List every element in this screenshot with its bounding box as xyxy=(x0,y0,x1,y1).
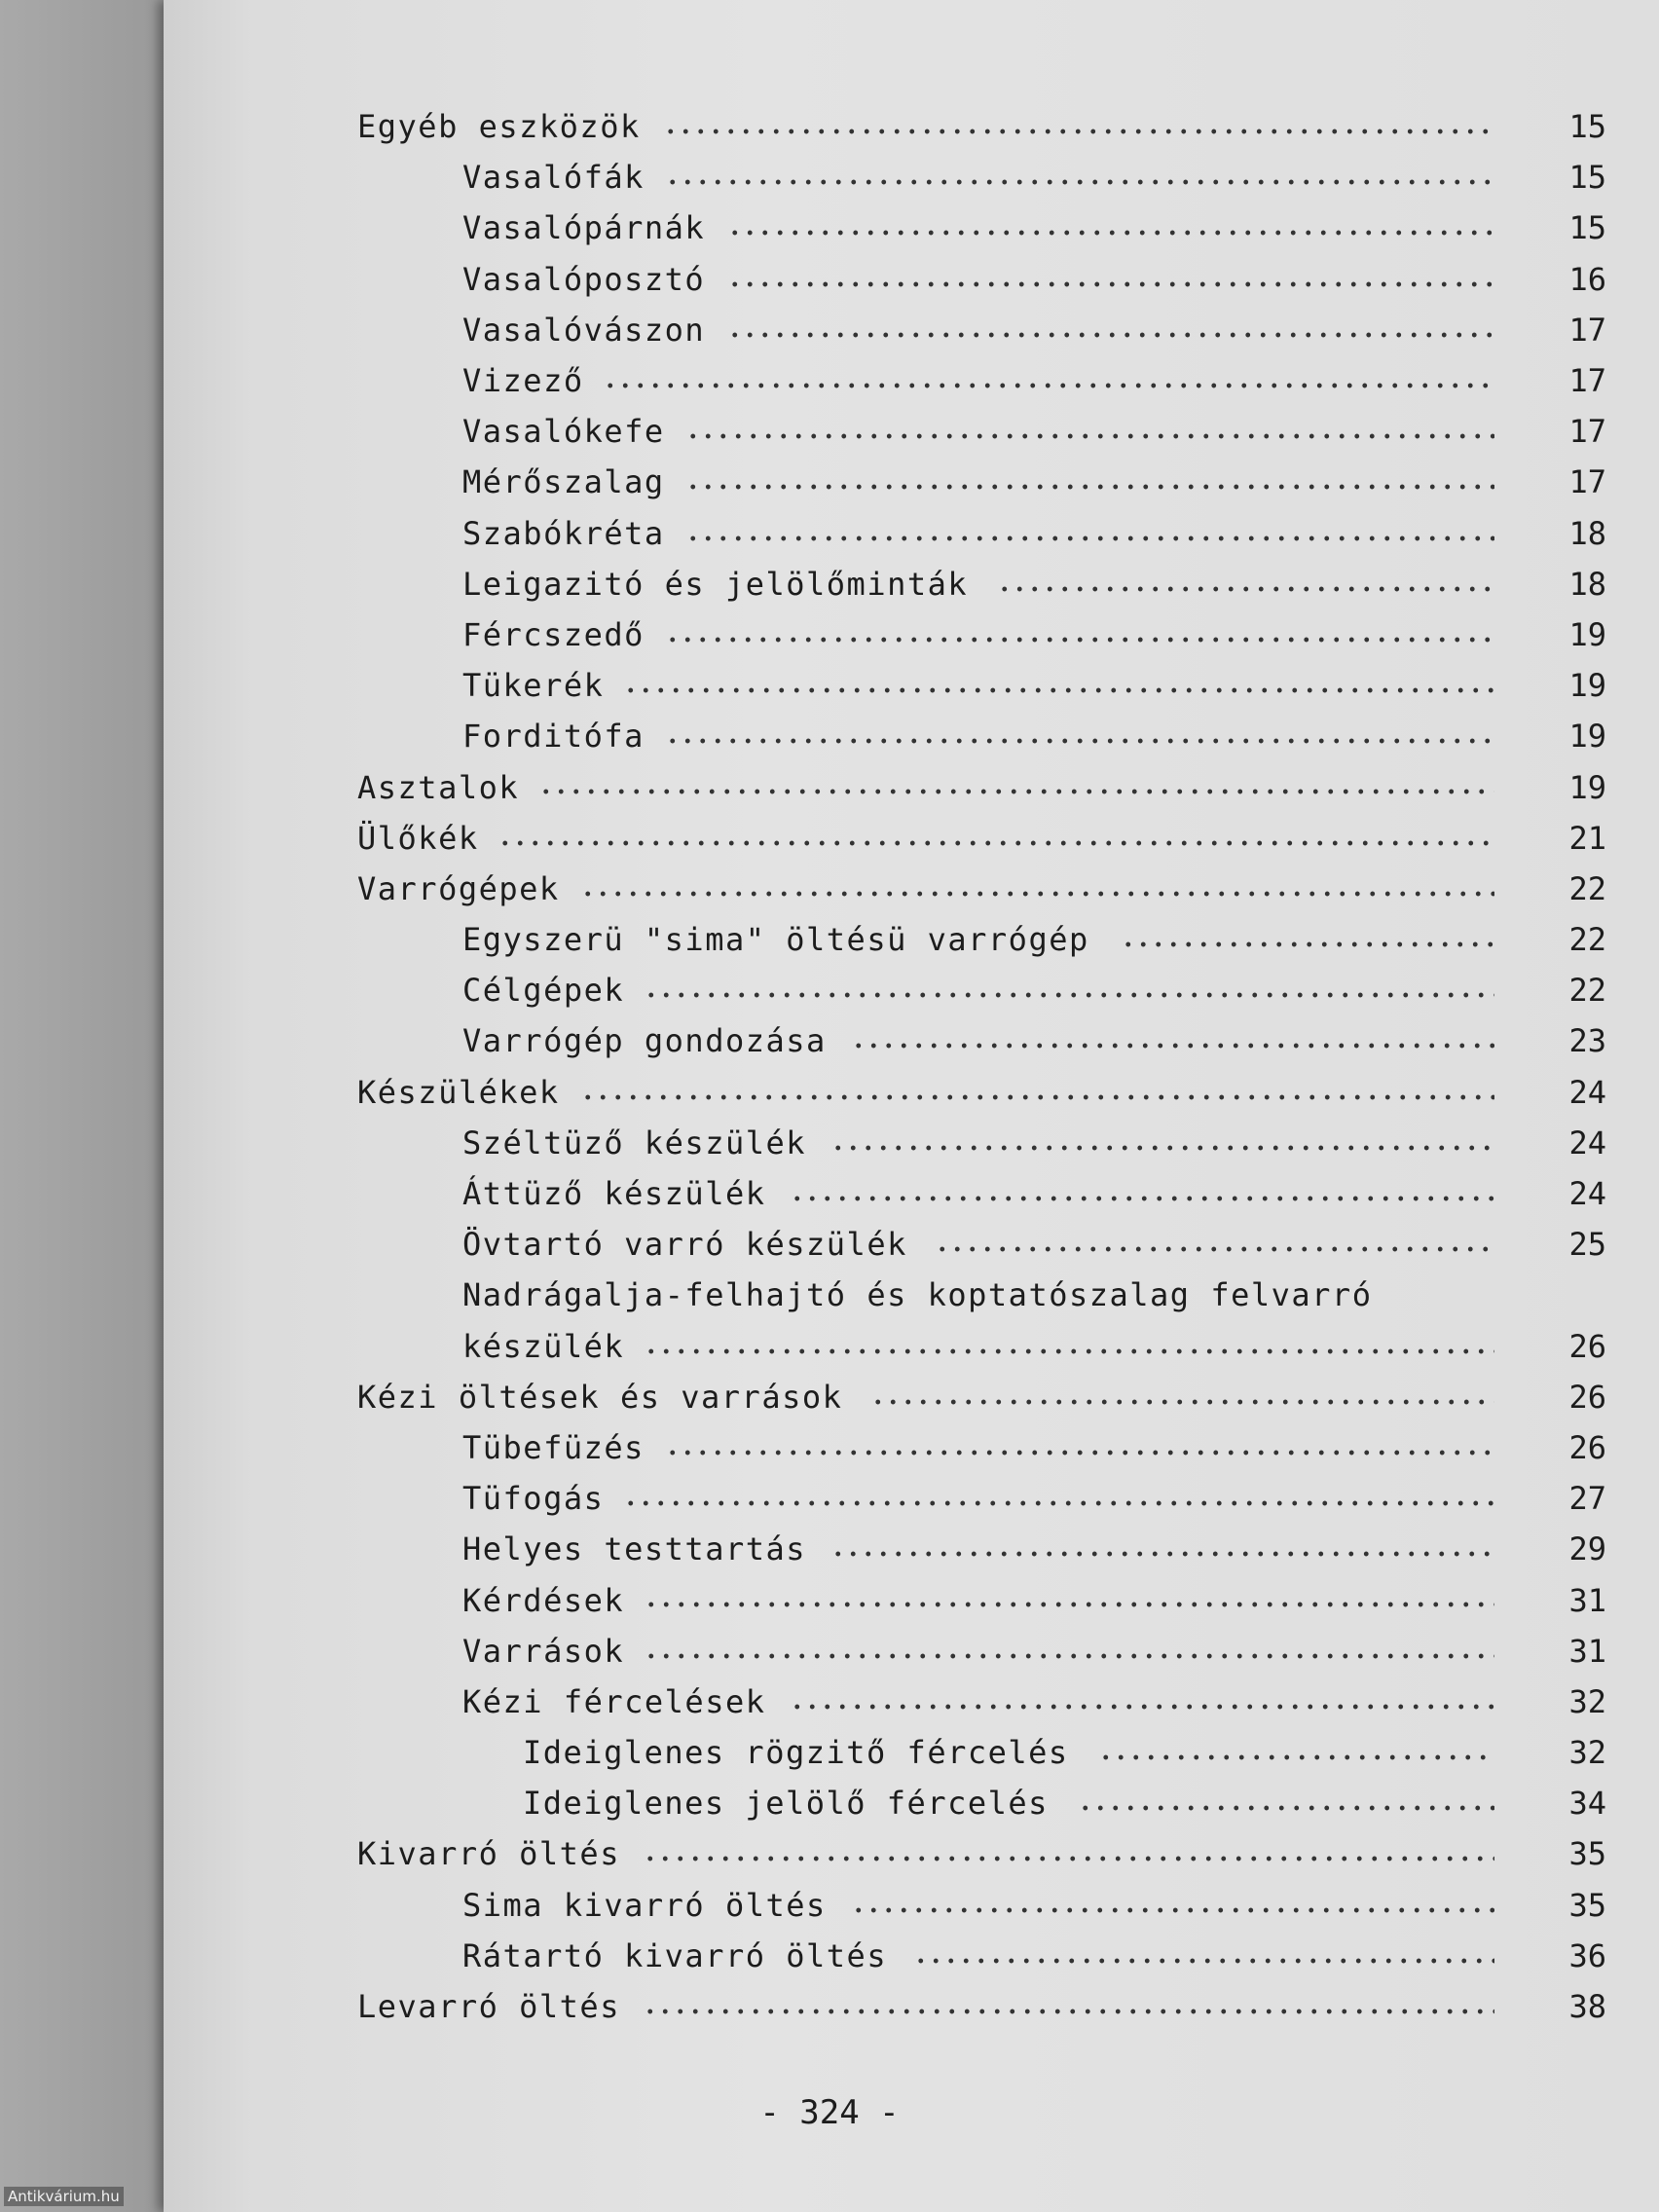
dot-leader xyxy=(644,1653,1494,1659)
toc-entry-page: 36 xyxy=(1568,1936,1606,1974)
toc-entry-title: Széltüző készülék xyxy=(462,1124,807,1161)
toc-entry-title: Fércszedő xyxy=(462,615,645,653)
toc-entry xyxy=(0,355,1659,406)
dot-leader xyxy=(1078,1805,1494,1811)
toc-entry-title: Sima kivarró öltés xyxy=(462,1886,827,1924)
toc-entry xyxy=(0,203,1659,253)
toc-entry xyxy=(0,1727,1659,1778)
toc-entry xyxy=(0,1931,1659,1981)
toc-entry-page: 22 xyxy=(1568,869,1606,907)
toc-entry xyxy=(0,1118,1659,1168)
toc-entry-title: Kézi öltések és varrások xyxy=(357,1378,843,1416)
toc-entry-title: Tübefüzés xyxy=(462,1428,645,1466)
dot-leader xyxy=(603,383,1494,388)
dot-leader xyxy=(851,1907,1494,1913)
toc-entry-title: Vasalóposztó xyxy=(462,260,706,298)
toc-entry-page: 19 xyxy=(1568,615,1606,653)
toc-entry xyxy=(0,1524,1659,1574)
toc-entry xyxy=(0,1219,1659,1270)
toc-entry xyxy=(0,1372,1659,1422)
toc-entry-page: 35 xyxy=(1568,1886,1606,1924)
toc-entry xyxy=(0,711,1659,761)
toc-entry-title: Egyéb eszközök xyxy=(357,108,641,146)
toc-entry-title: Tükerék xyxy=(462,667,605,705)
toc-entry-page: 17 xyxy=(1568,362,1606,400)
toc-entry-page: 21 xyxy=(1568,819,1606,857)
toc-entry xyxy=(0,1168,1659,1219)
toc-entry-page: 19 xyxy=(1568,667,1606,705)
toc-entry-title: Asztalok xyxy=(357,768,520,806)
toc-entry-title: Ideiglenes jelölő fércelés xyxy=(523,1785,1049,1823)
dot-leader xyxy=(790,1704,1495,1710)
dot-leader xyxy=(623,687,1494,693)
toc-entry xyxy=(0,1574,1659,1625)
toc-entry-page: 35 xyxy=(1568,1835,1606,1873)
toc-entry xyxy=(0,1778,1659,1828)
toc-entry-page: 19 xyxy=(1568,718,1606,756)
toc-entry xyxy=(0,1015,1659,1066)
page-number: - 324 - xyxy=(759,2093,900,2132)
toc-entry-page: 32 xyxy=(1568,1682,1606,1720)
dot-leader xyxy=(727,332,1494,338)
toc-entry xyxy=(0,1270,1659,1320)
toc-entry-page: 34 xyxy=(1568,1785,1606,1823)
toc-entry xyxy=(0,1880,1659,1931)
toc-entry xyxy=(0,101,1659,152)
toc-entry xyxy=(0,1321,1659,1372)
toc-entry-title: Mérőszalag xyxy=(462,463,665,501)
toc-entry xyxy=(0,864,1659,914)
toc-entry-page: 29 xyxy=(1568,1530,1606,1568)
dot-leader xyxy=(623,1500,1494,1506)
toc-entry-page: 24 xyxy=(1568,1073,1606,1111)
toc-entry-title: Leigazitó és jelölőminták xyxy=(462,565,969,603)
toc-entry-page: 17 xyxy=(1568,463,1606,501)
dot-leader xyxy=(498,840,1494,846)
toc-entry-title: Kérdések xyxy=(462,1581,625,1619)
toc-entry xyxy=(0,965,1659,1015)
toc-entry-title: Forditófa xyxy=(462,718,645,756)
toc-entry xyxy=(0,1626,1659,1677)
toc-entry-title: Célgépek xyxy=(462,972,625,1010)
dot-leader xyxy=(644,1348,1494,1354)
toc-entry-page: 32 xyxy=(1568,1734,1606,1772)
toc-entry xyxy=(0,813,1659,864)
dot-leader xyxy=(913,1958,1494,1964)
toc-entry-title: Vasalókefe xyxy=(462,413,665,451)
toc-entry xyxy=(0,914,1659,965)
toc-entry-title: Kézi fércelések xyxy=(462,1682,766,1720)
dot-leader xyxy=(851,1043,1494,1049)
toc-entry-page: 26 xyxy=(1568,1428,1606,1466)
dot-leader xyxy=(870,1399,1494,1405)
toc-entry-title: Szabókréta xyxy=(462,514,665,552)
dot-leader xyxy=(935,1246,1494,1252)
toc-entry xyxy=(0,1473,1659,1524)
toc-entry-title: Vasalófák xyxy=(462,159,645,197)
toc-entry-title: Levarró öltés xyxy=(357,1988,620,2026)
toc-entry-page: 19 xyxy=(1568,768,1606,806)
dot-leader xyxy=(830,1145,1494,1151)
toc-entry-title: Vizező xyxy=(462,362,584,400)
dot-leader xyxy=(997,586,1495,592)
toc-entry-page: 26 xyxy=(1568,1327,1606,1365)
toc-entry-title: Helyes testtartás xyxy=(462,1530,807,1568)
toc-entry-page: 15 xyxy=(1568,159,1606,197)
toc-entry-title: Övtartó varró készülék xyxy=(462,1226,907,1264)
dot-leader xyxy=(644,1602,1494,1607)
toc-entry-title: Egyszerü "sima" öltésü varrógép xyxy=(462,921,1089,959)
dot-leader xyxy=(644,992,1494,998)
toc-entry-page: 15 xyxy=(1568,108,1606,146)
toc-entry-page: 17 xyxy=(1568,413,1606,451)
toc-entry-page: 23 xyxy=(1568,1022,1606,1060)
toc-entry-page: 17 xyxy=(1568,311,1606,349)
toc-entry-title: Nadrágalja-felhajtó és koptatószalag felvarró xyxy=(462,1276,1373,1314)
toc-entry xyxy=(0,1677,1659,1727)
toc-entry xyxy=(0,1422,1659,1473)
dot-leader xyxy=(685,433,1494,439)
toc-entry xyxy=(0,457,1659,507)
toc-entry-title: Áttüző készülék xyxy=(462,1175,766,1213)
toc-entry xyxy=(0,1067,1659,1118)
toc-entry-page: 31 xyxy=(1568,1632,1606,1670)
dot-leader xyxy=(665,1450,1494,1456)
dot-leader xyxy=(643,1856,1494,1862)
toc-entry-page: 25 xyxy=(1568,1226,1606,1264)
dot-leader xyxy=(685,535,1494,541)
toc-entry xyxy=(0,406,1659,457)
dot-leader xyxy=(1121,941,1494,947)
toc-entry-page: 26 xyxy=(1568,1378,1606,1416)
toc-entry-title: Tüfogás xyxy=(462,1480,605,1518)
toc-entry-page: 24 xyxy=(1568,1175,1606,1213)
toc-entry-page: 24 xyxy=(1568,1124,1606,1161)
toc-entry xyxy=(0,508,1659,559)
dot-leader xyxy=(665,179,1494,185)
toc-entry-title: Rátartó kivarró öltés xyxy=(462,1936,888,1974)
toc-entry-title: Kivarró öltés xyxy=(357,1835,620,1873)
toc-entry-page: 15 xyxy=(1568,209,1606,247)
dot-leader xyxy=(538,789,1494,794)
toc-entry-title: Vasalóvászon xyxy=(462,311,706,349)
toc-entry-title: Varrógép gondozása xyxy=(462,1022,827,1060)
toc-entry-title: készülék xyxy=(462,1327,625,1365)
dot-leader xyxy=(830,1551,1494,1557)
table-of-contents xyxy=(0,101,1659,2032)
toc-entry xyxy=(0,305,1659,355)
toc-entry-page: 38 xyxy=(1568,1988,1606,2026)
toc-entry-title: Ülőkék xyxy=(357,819,479,857)
toc-entry-title: Varrógépek xyxy=(357,869,560,907)
toc-entry xyxy=(0,254,1659,305)
dot-leader xyxy=(1098,1754,1494,1760)
dot-leader xyxy=(643,2009,1494,2014)
toc-entry xyxy=(0,660,1659,711)
dot-leader xyxy=(685,484,1494,490)
toc-entry xyxy=(0,152,1659,203)
toc-entry-page: 31 xyxy=(1568,1581,1606,1619)
dot-leader xyxy=(580,1094,1494,1100)
toc-entry-page: 22 xyxy=(1568,972,1606,1010)
toc-entry-page: 18 xyxy=(1568,514,1606,552)
toc-entry-page: 16 xyxy=(1568,260,1606,298)
toc-entry-title: Ideiglenes rögzitő fércelés xyxy=(523,1734,1069,1772)
toc-entry-page: 22 xyxy=(1568,921,1606,959)
toc-entry xyxy=(0,1981,1659,2032)
toc-entry xyxy=(0,761,1659,812)
dot-leader xyxy=(665,637,1494,643)
toc-entry xyxy=(0,1828,1659,1879)
dot-leader xyxy=(665,738,1494,744)
toc-entry xyxy=(0,559,1659,609)
toc-entry-title: Vasalópárnák xyxy=(462,209,706,247)
dot-leader xyxy=(790,1196,1495,1201)
watermark: Antikvárium.hu xyxy=(4,2187,124,2206)
dot-leader xyxy=(663,129,1494,134)
toc-entry-page: 27 xyxy=(1568,1480,1606,1518)
toc-entry-page: 18 xyxy=(1568,565,1606,603)
toc-entry-title: Varrások xyxy=(462,1632,625,1670)
dot-leader xyxy=(580,891,1494,897)
dot-leader xyxy=(727,281,1494,287)
toc-entry xyxy=(0,609,1659,660)
toc-entry-title: Készülékek xyxy=(357,1073,560,1111)
dot-leader xyxy=(727,230,1494,236)
